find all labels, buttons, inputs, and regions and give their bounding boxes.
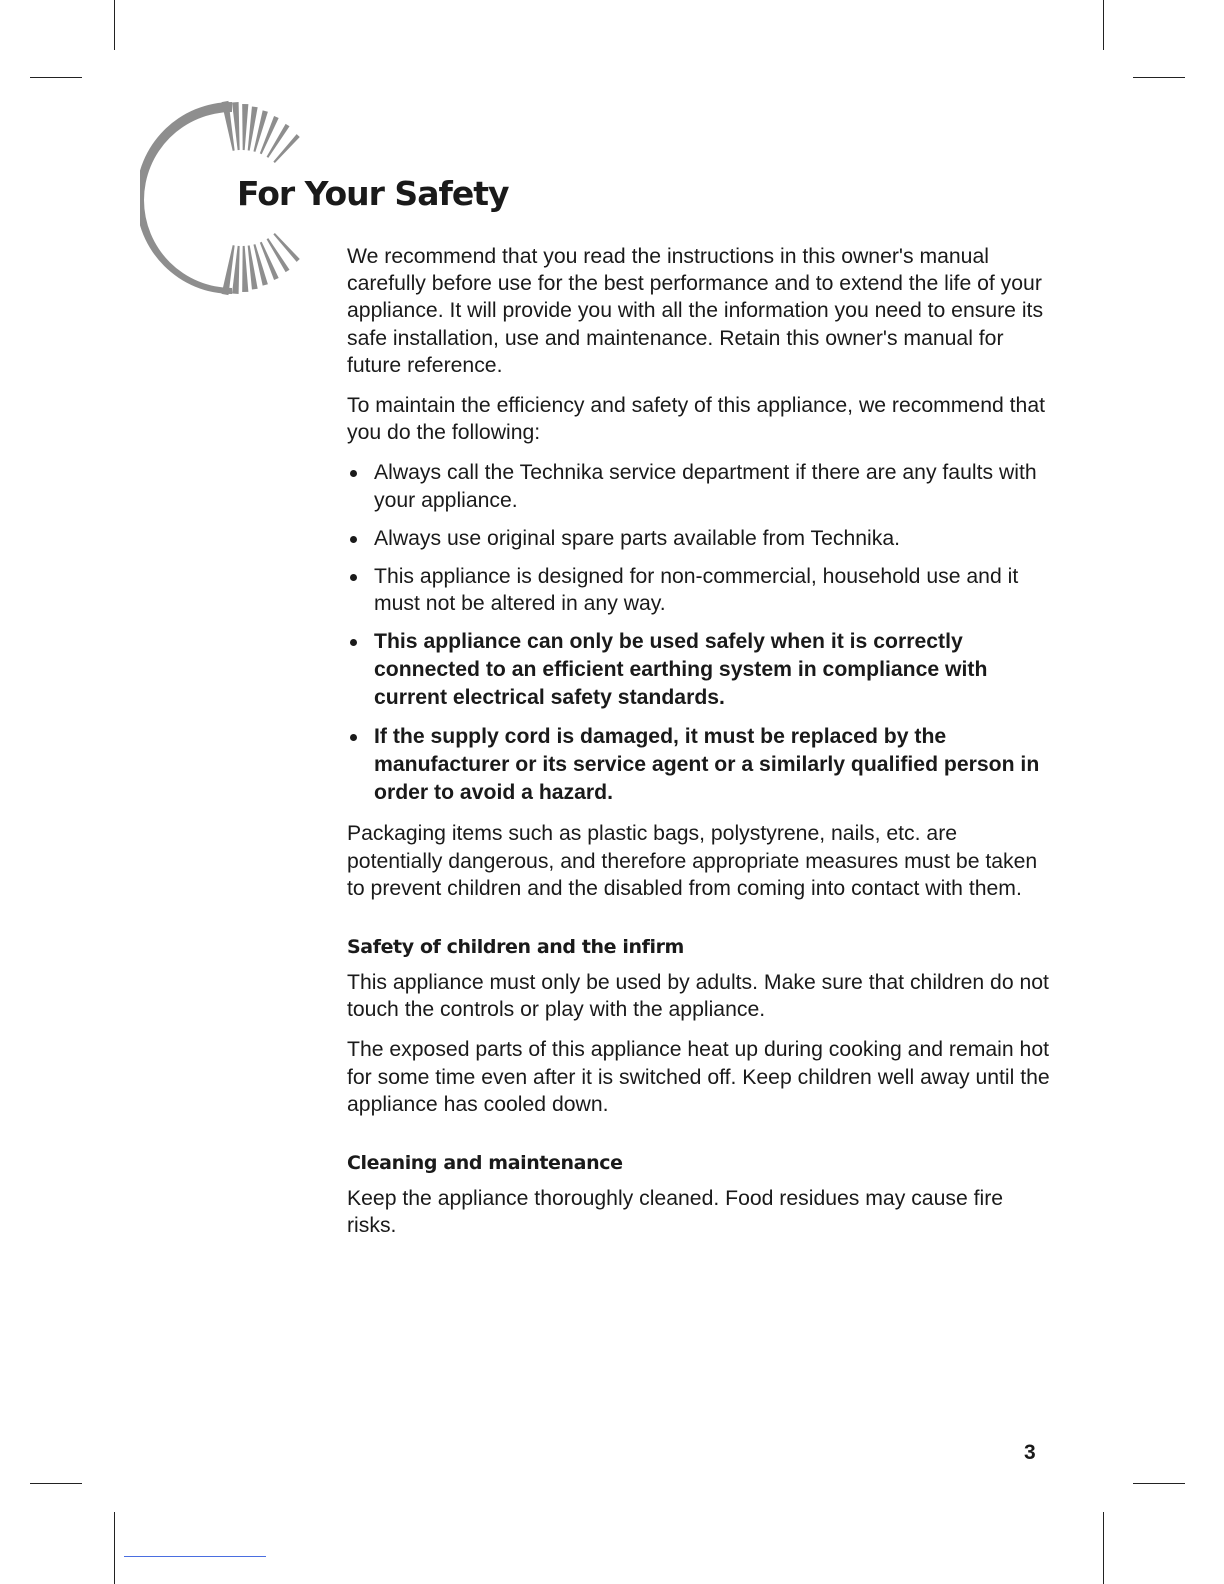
- crop-mark: [30, 77, 82, 78]
- crop-mark: [114, 0, 115, 50]
- section-paragraph: This appliance must only be used by adults. Make sure that children do not touch the controls or play with the appliance.: [347, 971, 1049, 1022]
- list-item: This appliance is designed for non-commercial, household use and it must not be altered in any way.: [347, 563, 1057, 617]
- page-number: 3: [1024, 1441, 1036, 1464]
- section-heading-children: Safety of children and the infirm: [347, 936, 684, 959]
- logo-ray: [242, 104, 248, 150]
- list-item: Always use original spare parts available from Technika.: [347, 525, 1057, 552]
- crop-mark: [1103, 0, 1104, 50]
- link-underline: [124, 1556, 266, 1557]
- page-title: For Your Safety: [237, 174, 509, 213]
- main-content: [347, 243, 1057, 1252]
- crop-mark: [1133, 77, 1185, 78]
- crop-mark: [30, 1483, 82, 1484]
- crop-mark: [1103, 1512, 1104, 1584]
- section-paragraph: The exposed parts of this appliance heat up during cooking and remain hot for some time even after it is switched off. Keep children well away until the appliance has cooled down.: [347, 1038, 1050, 1116]
- recommendation-list: [347, 459, 1057, 807]
- logo-ray: [222, 245, 235, 295]
- list-item-warning: This appliance can only be used safely when it is correctly connected to an efficient earthing system in compliance with current electrical safety standards.: [347, 628, 1057, 712]
- section-paragraph: Keep the appliance thoroughly cleaned. Food residues may cause fire risks.: [347, 1187, 1004, 1238]
- list-item-warning: If the supply cord is damaged, it must be replaced by the manufacturer or its service agent or a similarly qualified person in order to avoid a hazard.: [347, 723, 1057, 807]
- packaging-paragraph: Packaging items such as plastic bags, polystyrene, nails, etc. are potentially dangerous, and therefore appropriate measures must be taken to prevent children and the disabled from coming into contact with them.: [347, 822, 1038, 900]
- crop-mark: [114, 1512, 115, 1584]
- intro-paragraph: To maintain the efficiency and safety of this appliance, we recommend that you do the following:: [347, 394, 1046, 445]
- crop-mark: [1133, 1483, 1185, 1484]
- intro-paragraph: We recommend that you read the instructions in this owner's manual carefully before use for the best performance and to extend the life of your appliance. It will provide you with all the information you need to ensure its safe installation, use and maintenance. Retain this owner's manual for future reference.: [347, 245, 1044, 377]
- logo-ray: [222, 101, 235, 151]
- logo-ray: [242, 246, 248, 292]
- section-heading-cleaning: Cleaning and maintenance: [347, 1152, 623, 1175]
- list-item: Always call the Technika service department if there are any faults with your appliance.: [347, 459, 1057, 513]
